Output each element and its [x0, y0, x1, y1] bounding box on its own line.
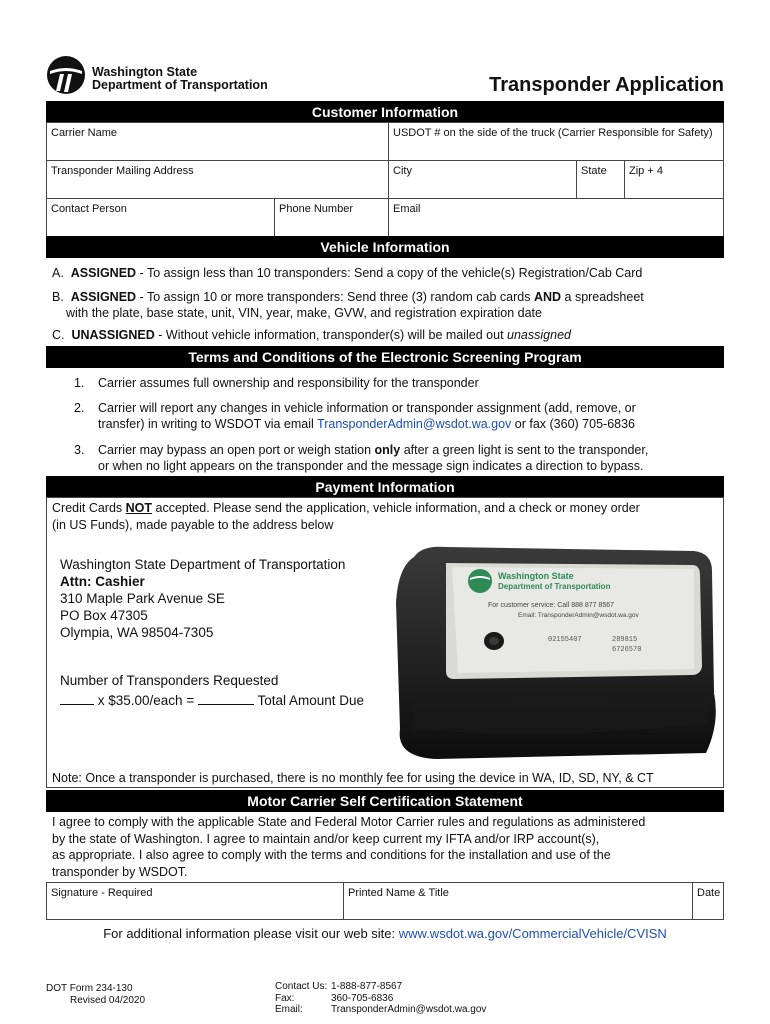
more-info — [0, 926, 770, 941]
device-service: For customer service: Call 888 877 8567 — [488, 602, 615, 609]
device-code3: 6726570 — [612, 646, 642, 654]
contact-person-field[interactable] — [47, 199, 275, 237]
signature-label: Signature - Required — [51, 887, 153, 899]
fax-label: Fax: — [275, 992, 295, 1004]
state-label: State — [581, 165, 607, 177]
cert-line3: as appropriate. I also agree to comply with the terms and conditions for the installation and use of the — [52, 848, 611, 862]
option-b-text3: with the plate, base state, unit, VIN, year, make, GVW, and registration expiration date — [66, 306, 542, 320]
mailing-address-block — [60, 556, 345, 641]
printed-name-field[interactable] — [344, 883, 693, 919]
usdot-label: USDOT # on the side of the truck (Carrier Responsible for Safety) — [393, 127, 713, 139]
option-b-text2: a spreadsheet — [561, 290, 644, 304]
term-3-a: Carrier may bypass an open port or weigh station — [98, 443, 375, 457]
signature-field[interactable] — [47, 883, 344, 919]
term-2-line2a: transfer) in writing to WSDOT via email — [98, 417, 318, 431]
contact-label: Contact Us: — [275, 981, 328, 992]
form-number — [46, 983, 145, 1006]
pay-line1a: Credit Cards — [52, 501, 126, 515]
option-b-and: AND — [533, 290, 562, 304]
state-field[interactable] — [577, 161, 625, 199]
cert-line4: transponder by WSDOT. — [52, 864, 188, 879]
customer-heading: Customer Information — [46, 101, 724, 123]
org-line1: Washington State — [92, 65, 198, 79]
footer-contact — [275, 981, 486, 1016]
term-2-line2b: or fax (360) 705-6836 — [511, 417, 636, 431]
addr-line2: Attn: Cashier — [60, 574, 145, 589]
vehicle-option-a — [52, 265, 722, 281]
device-org-line1: Washington State — [498, 571, 574, 581]
cert-line1: I agree to comply with the applicable State and Federal Motor Carrier rules and regulations as administered — [52, 815, 646, 829]
option-b-letter: B. — [52, 290, 64, 304]
term-2 — [74, 400, 714, 432]
addr-line5: Olympia, WA 98504-7305 — [60, 625, 214, 640]
form-revised: Revised 04/2020 — [70, 994, 146, 1006]
cvisn-link[interactable]: www.wsdot.wa.gov/CommercialVehicle/CVISN — [398, 926, 667, 941]
date-field[interactable] — [693, 883, 723, 919]
wsdot-logo — [46, 55, 286, 97]
terms-heading: Terms and Conditions of the Electronic Screening Program — [46, 346, 724, 368]
device-code1: 02155407 — [548, 636, 582, 644]
term-3 — [74, 442, 714, 474]
more-info-text: For additional information please visit our web site: — [103, 926, 399, 941]
carrier-name-field[interactable] — [47, 123, 389, 161]
device-email: Email: TransponderAdmin@wsdot.wa.gov — [518, 612, 639, 619]
option-b-bold: ASSIGNED — [70, 290, 137, 304]
option-a-bold: ASSIGNED — [70, 266, 137, 280]
fee-note: Note: Once a transponder is purchased, there is no monthly fee for using the device in WA, ID, SD, NY, & CT — [52, 771, 654, 785]
addr-line1: Washington State Department of Transportation — [60, 557, 346, 572]
cert-line2: by the state of Washington. I agree to maintain and/or keep current my IFTA and/or IRP account(s), — [52, 831, 600, 846]
term-1-num: 1. — [74, 376, 85, 390]
qty-label: Number of Transponders Requested — [60, 673, 279, 688]
term-3-only: only — [374, 443, 401, 457]
option-a-text: - To assign less than 10 transponders: Send a copy of the vehicle(s) Registration/Cab Card — [136, 266, 643, 280]
option-c-text: - Without vehicle information, transponder(s) will be mailed out — [154, 328, 508, 342]
device-org-line2: Department of Transportation — [498, 582, 611, 591]
option-a-letter: A. — [52, 266, 64, 280]
footer-email-value[interactable]: TransponderAdmin@wsdot.wa.gov — [331, 1004, 487, 1015]
payment-heading: Payment Information — [46, 476, 724, 498]
logo-text — [92, 66, 268, 92]
vehicle-option-b — [52, 289, 722, 321]
mailing-address-field[interactable] — [47, 161, 389, 199]
term-2-num: 2. — [74, 401, 85, 415]
signature-row — [46, 882, 724, 920]
term-3-line2: or when no light appears on the transponder and the message sign indicates a direction to bypass. — [98, 459, 644, 473]
option-c-letter: C. — [52, 328, 65, 342]
fax-value: 360-705-6836 — [331, 992, 394, 1004]
qty-blank[interactable] — [60, 693, 94, 705]
pay-line2: (in US Funds), made payable to the address below — [52, 517, 334, 532]
device-code2: 289815 — [612, 636, 638, 644]
customer-table — [46, 122, 724, 237]
total-text: Total Amount Due — [253, 693, 365, 708]
term-2-line1: Carrier will report any changes in vehicle information or transponder assignment (add, remove, or — [98, 401, 636, 415]
term-1 — [74, 375, 714, 391]
city-field[interactable] — [389, 161, 577, 199]
pay-line1b: accepted. Please send the application, vehicle information, and a check or money order — [152, 501, 640, 515]
option-c-italic: unassigned — [507, 328, 571, 342]
zip-field[interactable] — [625, 161, 724, 199]
transponder-image — [376, 543, 720, 763]
printed-name-label: Printed Name & Title — [348, 887, 449, 899]
zip-label: Zip + 4 — [629, 165, 663, 177]
addr-line4: PO Box 47305 — [60, 608, 148, 623]
amount-line — [60, 693, 364, 708]
footer-email-label: Email: — [275, 1004, 303, 1015]
mailing-address-label: Transponder Mailing Address — [51, 165, 194, 177]
pay-not: NOT — [125, 501, 153, 515]
vehicle-heading: Vehicle Information — [46, 236, 724, 258]
payment-instructions — [52, 500, 720, 533]
contact-person-label: Contact Person — [51, 203, 127, 215]
certification-statement — [52, 814, 720, 880]
email-label: Email — [393, 203, 421, 215]
phone-label: Phone Number — [279, 203, 353, 215]
phone-field[interactable] — [275, 199, 389, 237]
option-c-bold: UNASSIGNED — [71, 328, 155, 342]
city-label: City — [393, 165, 412, 177]
admin-email-link[interactable]: TransponderAdmin@wsdot.wa.gov — [317, 417, 512, 431]
carrier-name-label: Carrier Name — [51, 127, 118, 139]
usdot-field[interactable] — [389, 123, 724, 161]
term-1-text: Carrier assumes full ownership and responsibility for the transponder — [98, 376, 479, 390]
total-blank[interactable] — [198, 693, 254, 705]
org-line2: Department of Transportation — [92, 78, 268, 92]
contact-value: 1-888-877-8567 — [331, 981, 403, 992]
option-b-text1: - To assign 10 or more transponders: Send three (3) random cab cards — [136, 290, 534, 304]
wsdot-logo-icon — [46, 55, 86, 95]
date-label: Date — [697, 887, 721, 899]
form-no: DOT Form 234-130 — [46, 983, 133, 994]
price-text: x $35.00/each = — [94, 693, 198, 708]
term-3-num: 3. — [74, 443, 85, 457]
form-title: Transponder Application — [489, 74, 724, 96]
email-field[interactable] — [389, 199, 724, 237]
certification-heading: Motor Carrier Self Certification Statement — [46, 790, 724, 812]
addr-line3: 310 Maple Park Avenue SE — [60, 591, 225, 606]
vehicle-option-c — [52, 327, 722, 343]
term-3-b: after a green light is sent to the transponder, — [400, 443, 649, 457]
